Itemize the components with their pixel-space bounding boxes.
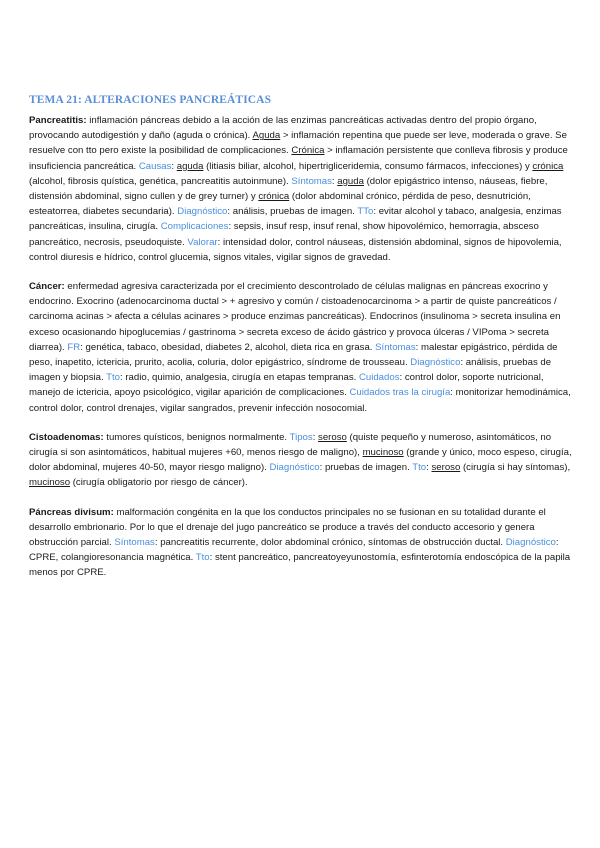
highlighted-term: Diagnóstico: [269, 462, 320, 474]
body-text: : radio, quimio, analgesia, cirugía en etapas tempranas.: [120, 372, 359, 384]
body-text: tumores quísticos, benignos normalmente.: [103, 431, 290, 443]
body-text: : monitorizar hemodinámica, control dolor, control drenajes, vigilar sangrados, prevenir infección nosocomial.: [29, 387, 571, 414]
highlighted-term: Cuidados tras la cirugía: [349, 387, 451, 399]
body-text: : análisis, pruebas de imagen.: [227, 206, 358, 218]
document-content: [29, 94, 572, 595]
section-heading: Páncreas divisum:: [29, 506, 114, 518]
highlighted-term: Síntomas: [114, 537, 155, 549]
body-text: : malestar epigástrico, pérdida de peso, inapetito, ictericia, prurito, acolia, coluria, dolor epigástrico, síndrome de trousseau.: [29, 341, 558, 369]
body-text: enfermedad agresiva caracterizada por el crecimiento descontrolado de células malignas en páncreas exocrino y endocrino. Exocrino (adenocarcinoma ductal > + agresivo y común / cistoadenocarcinoma > a partir de quiste pancreáticos / carcinoma acinas > afecta a células acinares > produce enzimas pancreáticas). Endocrinos (insulinoma > secreta insulina en exceso ocasionando hipoglucemias / gastrinoma > secreta exceso de ácido gástrico y provoca úlceras / VIPoma > secreta diarrea).: [29, 281, 561, 353]
section-pancreas-divisum: [29, 505, 572, 581]
underlined-term: aguda: [176, 160, 204, 172]
underlined-term: crónica: [258, 191, 290, 203]
highlighted-term: Causas: [138, 160, 172, 172]
body-text: :: [331, 175, 338, 187]
body-text: : intensidad dolor, control náuseas, distensión abdominal, signos de hipovolemia, control diuresis e hídrico, control glucemia, signos vitales, vigilar signos de gravedad.: [29, 236, 562, 263]
body-text: (dolor abdominal crónico, pérdida de peso, desnutrición, esteatorrea, diabetes secundaria).: [29, 191, 531, 218]
body-text: inflamación páncreas debido a la acción de las enzimas pancreáticas activadas dentro del propio órgano, provocando autodigestión y daño (aguda o crónica).: [29, 115, 537, 142]
highlighted-term: Diagnóstico: [177, 206, 228, 218]
body-text: > inflamación persistente que conlleva fibrosis y produce insuficiencia pancreática.: [29, 145, 568, 172]
underlined-term: crónica: [532, 160, 564, 172]
body-text: : evitar alcohol y tabaco, analgesia, enzimas pancreáticas, insulina, cirugía.: [29, 206, 562, 233]
section-heading: Cistoadenomas:: [29, 431, 104, 443]
underlined-term: seroso: [318, 431, 347, 443]
body-text: (cirugía si hay síntomas),: [460, 462, 571, 474]
body-text: :: [171, 160, 177, 172]
highlighted-term: Cuidados: [358, 372, 400, 384]
highlighted-term: Tipos: [289, 431, 313, 443]
section-heading: Cáncer:: [29, 281, 65, 293]
underlined-term: aguda: [337, 175, 364, 187]
underlined-term: Aguda: [252, 130, 281, 142]
highlighted-term: Diagnóstico: [410, 357, 461, 369]
section-heading: Pancreatitis:: [29, 115, 87, 126]
body-text: : control dolor, soporte nutricional, manejo de ictericia, apoyo psicológico, vigilar aparición de complicaciones.: [29, 372, 544, 399]
body-text: : pruebas de imagen.: [319, 462, 413, 474]
highlighted-term: Valorar: [187, 236, 218, 248]
highlighted-term: FR: [67, 341, 81, 353]
highlighted-term: Complicaciones: [160, 221, 229, 233]
body-text: > inflamación repentina que puede ser leve, moderada o grave. Se resuelve con tto pero existe la posibilidad de complicaciones.: [29, 130, 567, 157]
body-text: (cirugía obligatorio por riesgo de cáncer).: [70, 477, 248, 489]
highlighted-term: Tto: [106, 372, 121, 384]
body-text: (alcohol, fibrosis quística, genética, pancreatitis autoinmune).: [29, 175, 292, 187]
body-text: (dolor epigástrico intenso, náuseas, fiebre, distensión abdominal, signo cullen y de grey turner) y: [29, 175, 548, 203]
body-text: : stent pancreático, pancreatoyeyunostomía, esfinterotomía endoscópica de la papila menos por CPRE.: [29, 552, 571, 579]
body-text: : CPRE, colangioresonancia magnética.: [29, 537, 559, 564]
page-title: TEMA 21: ALTERACIONES PANCREÁTICAS: [29, 94, 272, 106]
body-text: : genética, tabaco, obesidad, diabetes 2, alcohol, dieta rica en grasa.: [80, 341, 376, 353]
highlighted-term: Síntomas: [291, 175, 332, 187]
body-text: (grande y único, moco espeso, cirugía, dolor abdominal, mujeres 40-50, mayor riesgo maligno).: [29, 447, 572, 474]
underlined-term: mucinoso: [29, 477, 71, 489]
sections-container: [29, 113, 572, 581]
underlined-term: Crónica: [291, 145, 325, 157]
body-text: malformación congénita en la que los conductos principales no se fusionan en su totalidad durante el desarrollo embrionario. Por lo que el drenaje del jugo pancreático se produce a través del conducto accesorio y genera obstrucción parcial.: [29, 506, 546, 549]
underlined-term: seroso: [431, 462, 461, 474]
section-cistoadenomas: [29, 430, 572, 491]
body-text: : análisis, pruebas de imagen y biopsia.: [29, 357, 552, 384]
highlighted-term: Tto: [412, 462, 427, 474]
body-text: (quiste pequeño y numeroso, asintomáticos, no cirugía si son asintomáticos, habitual mujeres +60, menos riesgo de maligno),: [29, 431, 552, 459]
highlighted-term: Síntomas: [375, 341, 416, 353]
body-text: :: [312, 431, 319, 443]
body-text: : sepsis, insuf resp, insuf renal, show hipovolémico, hemorragia, absceso pancreático, necrosis, pseudoquiste.: [29, 221, 539, 248]
section-pancreatitis: [29, 113, 572, 265]
highlighted-term: TTo: [357, 206, 374, 218]
highlighted-term: Diagnóstico: [505, 537, 556, 549]
highlighted-term: Tto: [195, 552, 210, 564]
underlined-term: mucinoso: [362, 447, 404, 459]
section-cancer: [29, 279, 572, 416]
body-text: : pancreatitis recurrente, dolor abdominal crónico, síntomas de obstrucción ductal.: [154, 537, 506, 549]
body-text: :: [426, 462, 432, 474]
body-text: (litiasis biliar, alcohol, hipertrigliceridemia, consumo fármacos, infecciones) y: [203, 160, 533, 172]
